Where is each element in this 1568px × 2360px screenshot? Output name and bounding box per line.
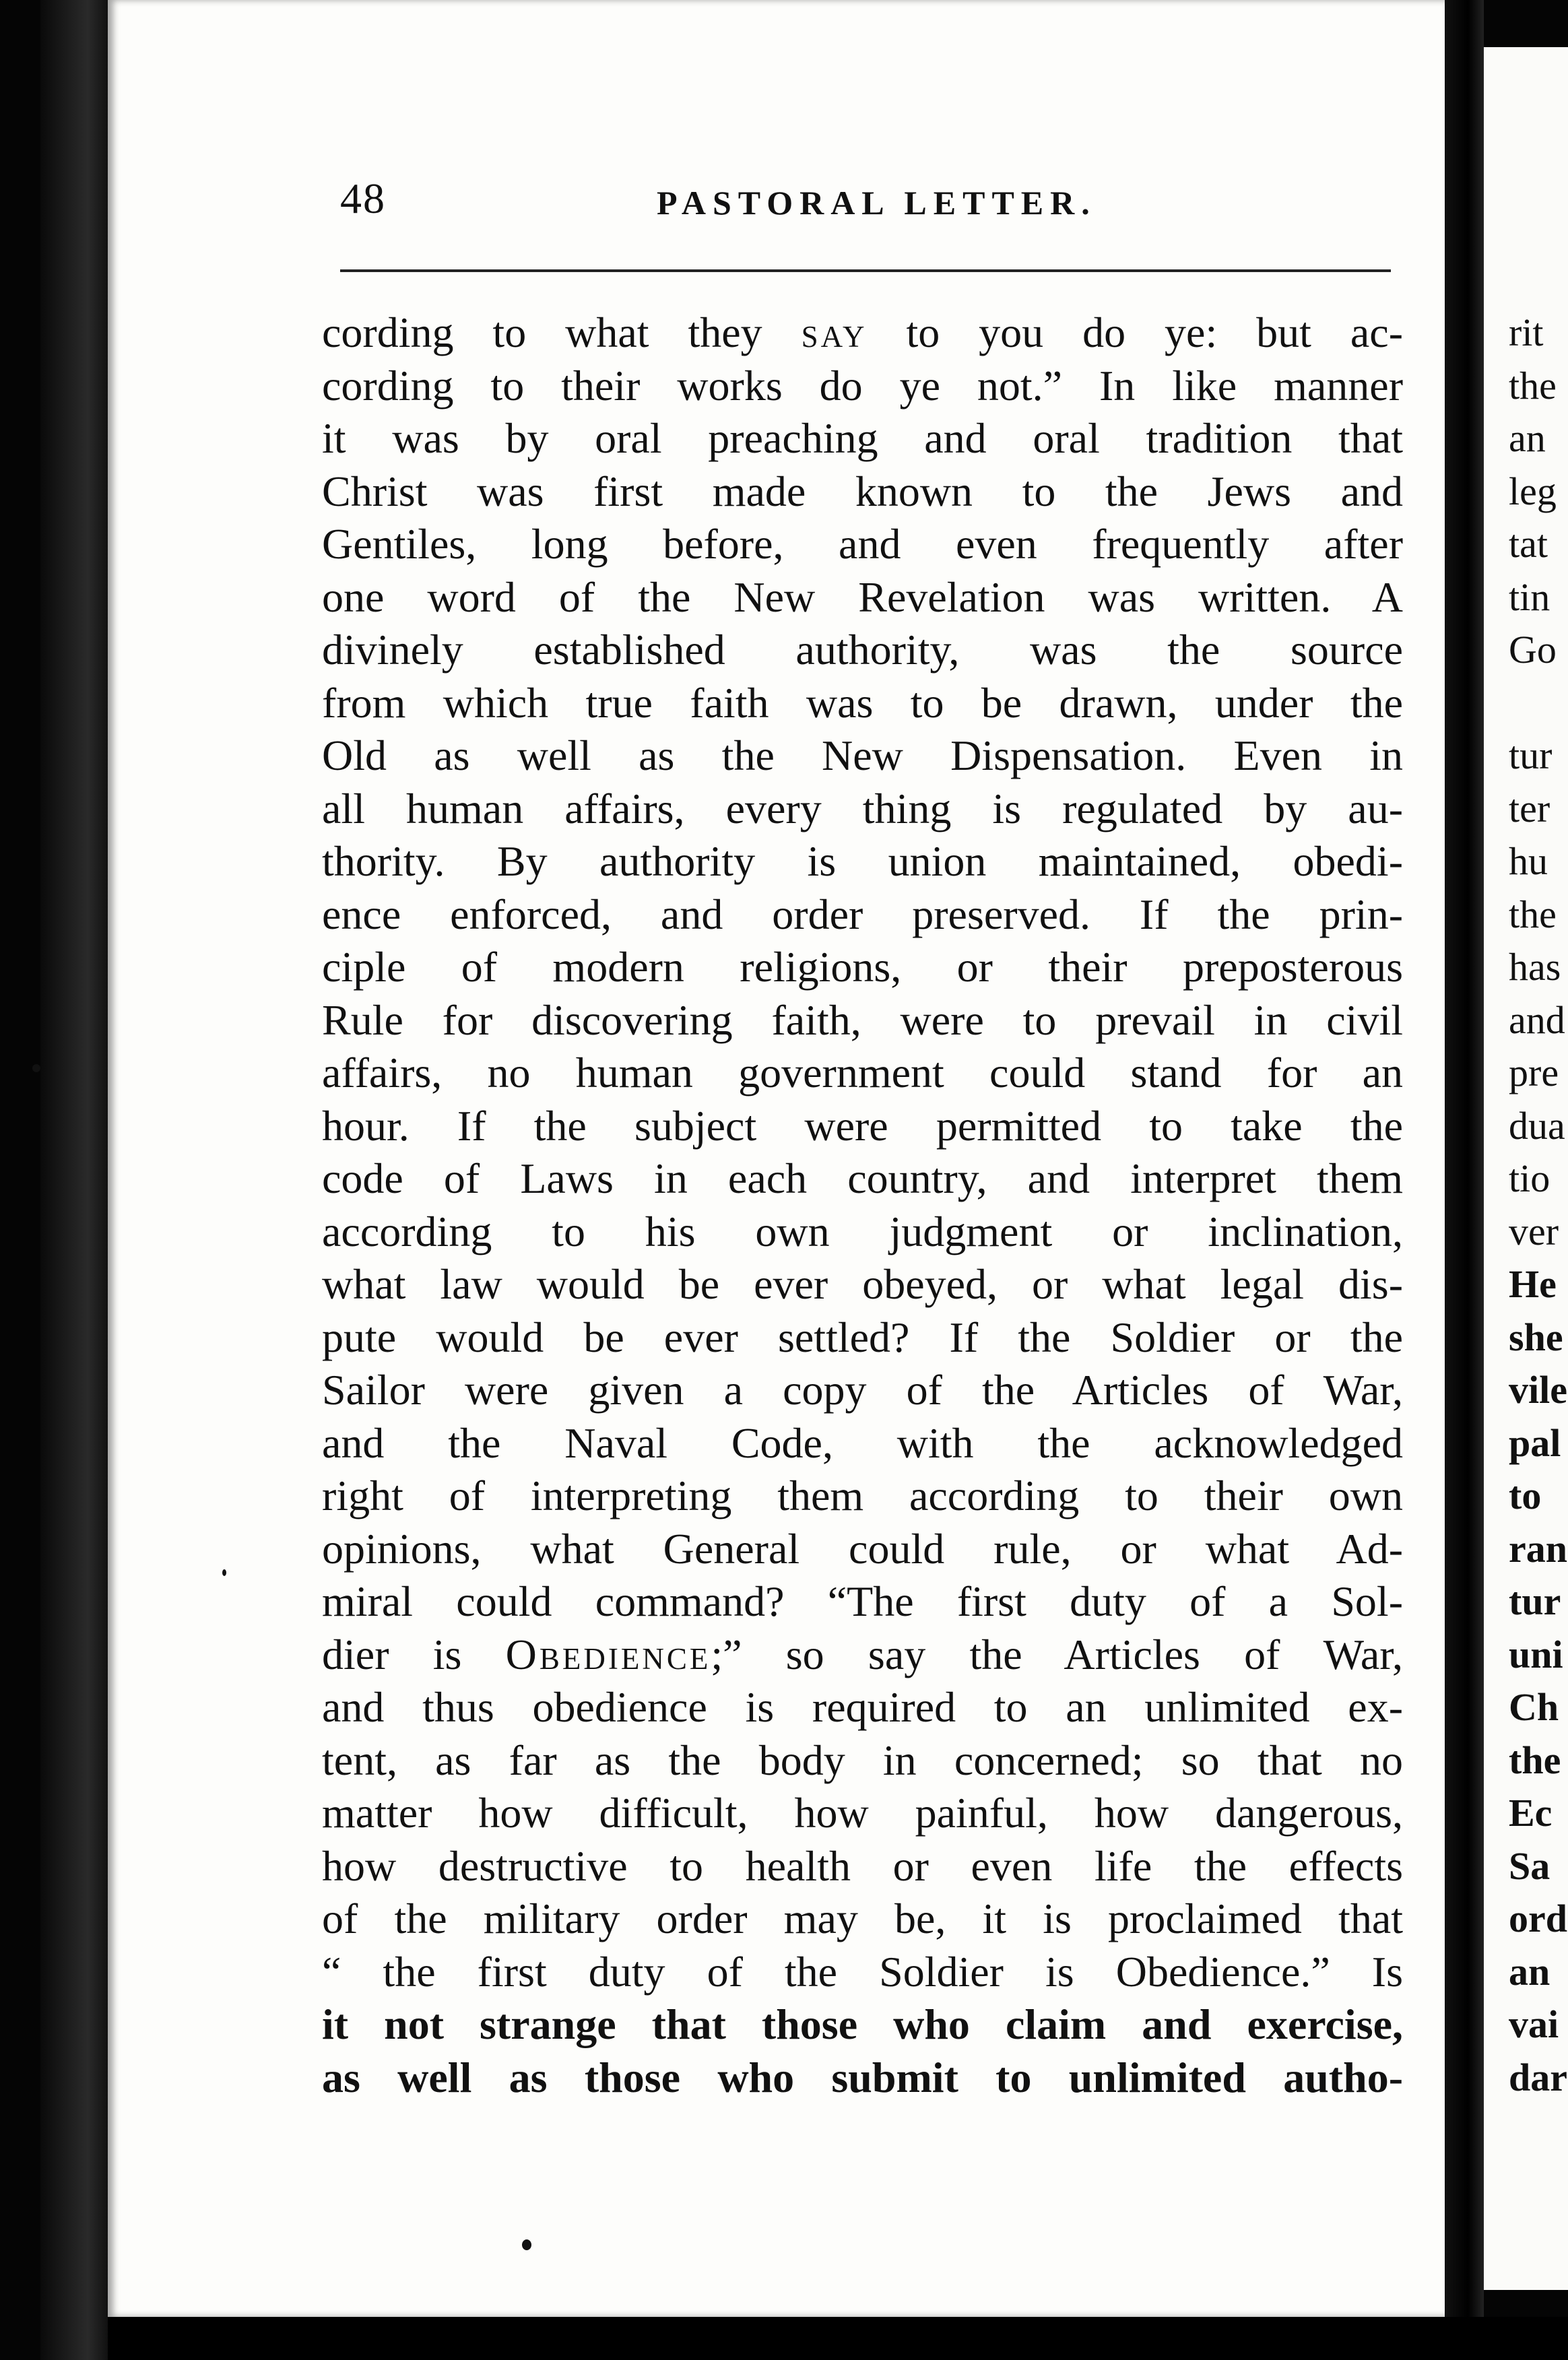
line-text: “ the first duty of the Soldier is Obedience.” Is [322, 1947, 1403, 1996]
line-text: all human affairs, every thing is regulated by au- [322, 784, 1403, 832]
text-line [322, 1787, 1403, 1840]
text-line [322, 1047, 1403, 1100]
line-text: according to his own judgment or inclination, [322, 1207, 1403, 1255]
text-line [322, 360, 1403, 413]
text-line [322, 783, 1403, 836]
text-line [322, 1206, 1403, 1259]
text-line [322, 941, 1403, 994]
line-text: and the Naval Code, with the acknowledged [322, 1418, 1403, 1467]
text-line [322, 1311, 1403, 1365]
facing-page-fragment: tat [1509, 522, 1548, 566]
line-text: ;” so say the Articles of War, [711, 1630, 1404, 1678]
facing-page-fragment: tin [1509, 575, 1550, 619]
text-line [322, 571, 1403, 624]
facing-page-fragment: ter [1509, 786, 1550, 830]
facing-page-fragment: an [1509, 1949, 1550, 1994]
facing-page-fragment: the [1509, 363, 1557, 407]
facing-page-fragment: tur [1509, 1579, 1561, 1623]
facing-page-fragment: Ch [1509, 1685, 1559, 1729]
facing-page-fragment: tur [1509, 733, 1553, 777]
line-text: code of Laws in each country, and interpret them [322, 1154, 1403, 1202]
facing-page-fragment: vile [1509, 1368, 1567, 1412]
text-line [322, 1946, 1403, 1999]
line-text: divinely established authority, was the source [322, 626, 1403, 674]
line-text: to you do ye: but ac- [867, 308, 1404, 356]
line-text: as well as those who submit to unlimited autho- [322, 2053, 1403, 2101]
facing-page-fragment: she [1509, 1315, 1563, 1359]
line-text: cording to what they [322, 308, 802, 356]
running-title: PASTORAL LETTER. [657, 184, 1097, 222]
text-line [322, 624, 1403, 677]
facing-page-fragment: uni [1509, 1632, 1563, 1676]
line-text: pute would be ever settled? If the Soldier or the [322, 1313, 1403, 1361]
line-text: Gentiles, long before, and even frequently after [322, 520, 1403, 568]
text-line [322, 1998, 1403, 2052]
page-number: 48 [340, 174, 386, 222]
line-text: Old as well as the New Dispensation. Even in [322, 731, 1403, 779]
line-text: tent, as far as the body in concerned; so that no [322, 1736, 1403, 1784]
small-caps-word: Obedience [505, 1630, 711, 1678]
facing-page-fragment: dua [1509, 1103, 1565, 1148]
facing-page-fragment: pal [1509, 1420, 1561, 1465]
text-line [322, 412, 1403, 465]
line-text: miral could command? “The first duty of a Sol- [322, 1577, 1403, 1625]
page-gutter [1445, 0, 1484, 2360]
text-line [322, 306, 1403, 360]
text-line [322, 888, 1403, 942]
ink-speck [522, 2239, 531, 2250]
facing-page-fragment [1509, 677, 1568, 730]
facing-page-fragment: an [1509, 416, 1546, 460]
text-line [322, 1893, 1403, 1946]
line-text: hour. If the subject were permitted to take the [322, 1101, 1403, 1150]
running-head [340, 174, 1418, 234]
text-line [322, 518, 1403, 571]
facing-page-fragment: rit [1509, 310, 1544, 354]
line-text: from which true faith was to be drawn, under the [322, 678, 1403, 727]
facing-page-fragment: to [1509, 1474, 1542, 1517]
facing-page-fragment: has [1509, 945, 1561, 989]
facing-page-fragment: pre [1509, 1051, 1559, 1094]
text-line [322, 1575, 1403, 1629]
text-line [322, 1523, 1403, 1576]
line-text: one word of the New Revelation was written. A [322, 572, 1403, 621]
facing-page-fragment: ord [1509, 1897, 1567, 1940]
line-text: opinions, what General could rule, or what Ad- [322, 1524, 1403, 1573]
line-text: ence enforced, and order preserved. If the prin- [322, 890, 1403, 938]
header-rule [340, 269, 1391, 272]
text-line [322, 1734, 1403, 1788]
facing-page-fragment: the [1509, 892, 1557, 936]
line-text: matter how difficult, how painful, how dangerous, [322, 1789, 1403, 1837]
text-line [322, 1417, 1403, 1470]
facing-page-fragment: ver [1509, 1209, 1559, 1253]
text-line [322, 677, 1403, 730]
text-line [322, 1258, 1403, 1311]
line-text: cording to their works do ye not.” In like manner [322, 361, 1403, 409]
line-text: right of interpreting them according to their own [322, 1472, 1403, 1519]
book-binding-edge [40, 0, 108, 2360]
facing-page-fragment: Sa [1509, 1843, 1550, 1888]
text-line [322, 1840, 1403, 1893]
text-line [322, 1681, 1403, 1734]
small-caps-word: say [801, 308, 868, 356]
line-text: thority. By authority is union maintained, obedi- [322, 837, 1403, 885]
facing-page-fragment: Ec [1509, 1791, 1553, 1835]
line-text: it was by oral preaching and oral tradition that [322, 414, 1403, 462]
line-text: it not strange that those who claim and exercise, [322, 2000, 1403, 2048]
line-text: Sailor were given a copy of the Articles of War, [322, 1366, 1403, 1414]
line-text: affairs, no human government could stand for an [322, 1049, 1403, 1096]
scan-bottom-edge [108, 2317, 1568, 2360]
facing-page-fragment: Go [1509, 628, 1557, 671]
text-line [322, 2052, 1403, 2105]
text-line [322, 835, 1403, 888]
facing-page-fragment: dar [1509, 2055, 1567, 2099]
facing-page-text-fragments [1509, 306, 1568, 2104]
line-text: and thus obedience is required to an unlimited ex- [322, 1683, 1403, 1731]
text-line [322, 1100, 1403, 1153]
text-line [322, 994, 1403, 1047]
facing-page-fragment: He [1509, 1262, 1557, 1306]
facing-page-fragment: hu [1509, 839, 1548, 883]
text-line [322, 465, 1403, 519]
facing-page-fragment: tio [1509, 1156, 1550, 1200]
line-text: Christ was first made known to the Jews and [322, 467, 1403, 515]
ink-speck [222, 1569, 226, 1576]
text-line [322, 1629, 1403, 1682]
body-text [322, 306, 1403, 2104]
line-text: dier is [322, 1630, 506, 1678]
facing-page-fragment: and [1509, 997, 1565, 1042]
facing-page-fragment: ran [1509, 1526, 1567, 1571]
ink-speck [32, 1064, 40, 1072]
text-line [322, 729, 1403, 783]
line-text: what law would be ever obeyed, or what legal dis- [322, 1260, 1403, 1308]
facing-page-fragment: the [1509, 1738, 1561, 1782]
text-line [322, 1152, 1403, 1206]
line-text: how destructive to health or even life the effects [322, 1841, 1403, 1890]
line-text: of the military order may be, it is proclaimed that [322, 1895, 1403, 1942]
text-line [322, 1364, 1403, 1417]
text-line [322, 1470, 1403, 1523]
facing-page-fragment: vai [1509, 2002, 1559, 2046]
line-text: Rule for discovering faith, were to prevail in civil [322, 995, 1403, 1044]
facing-page-fragment: leg [1509, 469, 1557, 513]
line-text: ciple of modern religions, or their preposterous [322, 943, 1403, 991]
